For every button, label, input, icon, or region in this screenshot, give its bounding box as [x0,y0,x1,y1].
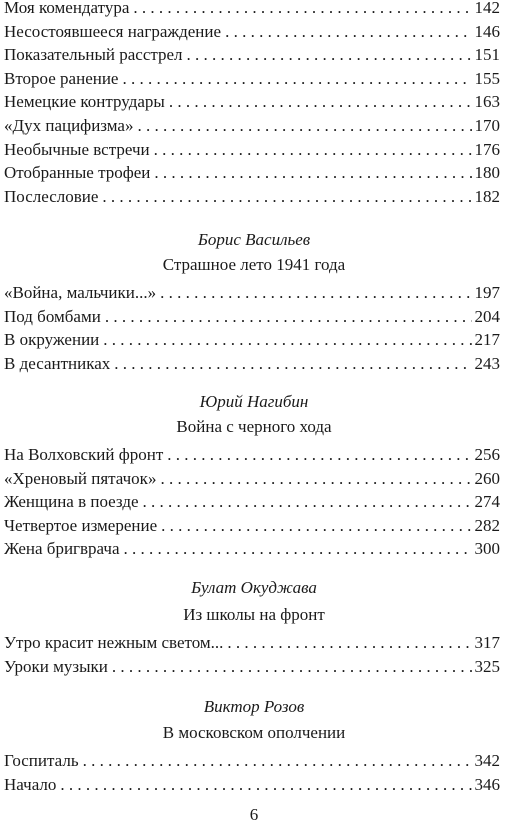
toc-leader-dots [103,328,471,352]
toc-entry [4,655,500,679]
toc-entry [4,67,500,91]
toc-leader-dots [143,490,472,514]
toc-entry-title: В окружении [4,330,100,350]
toc-entry-page: 342 [474,751,500,770]
toc-entry-page: 142 [474,0,500,17]
toc-leader-dots [167,443,471,467]
toc-entry-title: «Война, мальчики...» [4,283,157,302]
toc-list-block4 [4,631,500,678]
toc-entry-title: Послесловие [4,186,99,206]
toc-entry [4,773,500,797]
toc-entry-title: Утро красит нежным светом... [4,633,224,652]
toc-entry [4,281,500,305]
toc-entry-page: 155 [474,68,500,88]
toc-entry-page: 260 [474,468,500,488]
toc-entry [4,749,500,773]
toc-entry-page: 170 [474,115,500,135]
author-name: Борис Васильев [197,230,311,249]
toc-entry [4,43,500,67]
toc-leader-dots [102,185,471,209]
toc-list-block3 [4,443,500,561]
toc-entry-title: Моя комендатура [4,0,130,17]
toc-entry-title: Госпиталь [4,751,79,770]
toc-list-block2 [4,281,500,375]
toc-entry-page: 146 [474,21,500,41]
toc-leader-dots [169,90,472,114]
toc-leader-dots [137,114,471,138]
toc-entry [4,490,500,514]
toc-entry-title: Второе ранение [4,68,119,88]
toc-entry-page: 163 [474,92,500,112]
toc-leader-dots [112,655,472,679]
toc-entry-page: 346 [474,774,500,794]
toc-list-block1 [4,0,500,208]
toc-leader-dots [154,161,471,185]
toc-leader-dots [124,537,472,561]
toc-leader-dots [187,43,472,67]
toc-entry-page: 282 [474,515,500,535]
toc-entry-title: Начало [4,774,57,794]
toc-entry-page: 176 [474,139,500,159]
toc-entry [4,537,500,561]
section-title: В московском ополчении [162,723,346,742]
toc-leader-dots [160,281,471,305]
toc-entry-page: 182 [474,186,500,206]
toc-entry-page: 274 [474,492,500,512]
toc-entry-title: Уроки музыки [4,656,108,676]
toc-entry-title: «Хреновый пятачок» [4,468,157,488]
toc-entry-page: 197 [474,283,500,302]
toc-entry [4,514,500,538]
toc-leader-dots [225,20,471,44]
toc-entry-title: На Волховский фронт [4,445,164,464]
toc-entry-title: Четвертое измерение [4,515,158,535]
toc-leader-dots [105,305,472,329]
toc-entry-page: 243 [474,353,500,373]
section-title: Страшное лето 1941 года [162,255,346,274]
toc-entry [4,305,500,329]
toc-entry [4,138,500,162]
toc-entry [4,352,500,376]
toc-entry-page: 180 [474,163,500,183]
toc-entry-title: Жена бригврача [4,539,120,559]
toc-leader-dots [114,352,471,376]
toc-entry [4,185,500,209]
toc-leader-dots [161,514,471,538]
author-name: Юрий Нагибин [199,392,309,411]
toc-entry-title: В десантниках [4,353,111,373]
toc-leader-dots [122,67,471,91]
toc-entry-title: Немецкие контрудары [4,92,165,112]
author-name: Булат Окуджава [191,578,317,597]
toc-entry [4,20,500,44]
toc-leader-dots [227,631,471,655]
toc-entry-title: Женщина в поезде [4,492,139,512]
toc-entry-page: 151 [474,45,500,65]
toc-entry [4,0,500,20]
toc-entry-title: Показательный расстрел [4,45,183,65]
toc-entry [4,161,500,185]
toc-entry-title: Необычные встречи [4,139,150,159]
author-name: Виктор Розов [203,697,305,716]
toc-entry [4,90,500,114]
toc-entry-page: 317 [474,633,500,652]
toc-entry-page: 204 [474,306,500,326]
toc-entry-page: 256 [474,445,500,464]
toc-entry-title: Отобранные трофеи [4,163,151,183]
toc-leader-dots [160,467,471,491]
toc-leader-dots [83,749,472,773]
toc-entry-page: 217 [474,330,500,350]
section-title: Война с черного хода [176,417,332,436]
toc-leader-dots [133,0,471,20]
toc-entry-title: Под бомбами [4,306,101,326]
toc-entry-title: Несостоявшееся награждение [4,21,222,41]
toc-leader-dots [60,773,471,797]
page-number: 6 [249,805,259,824]
toc-entry [4,467,500,491]
toc-entry-page: 325 [474,656,500,676]
toc-entry-title: «Дух пацифизма» [4,115,134,135]
toc-leader-dots [154,138,472,162]
toc-entry [4,328,500,352]
toc-list-block5 [4,749,500,796]
toc-entry [4,631,500,655]
toc-entry [4,114,500,138]
toc-entry [4,443,500,467]
toc-entry-page: 300 [474,539,500,559]
section-title: Из школы на фронт [183,605,325,624]
